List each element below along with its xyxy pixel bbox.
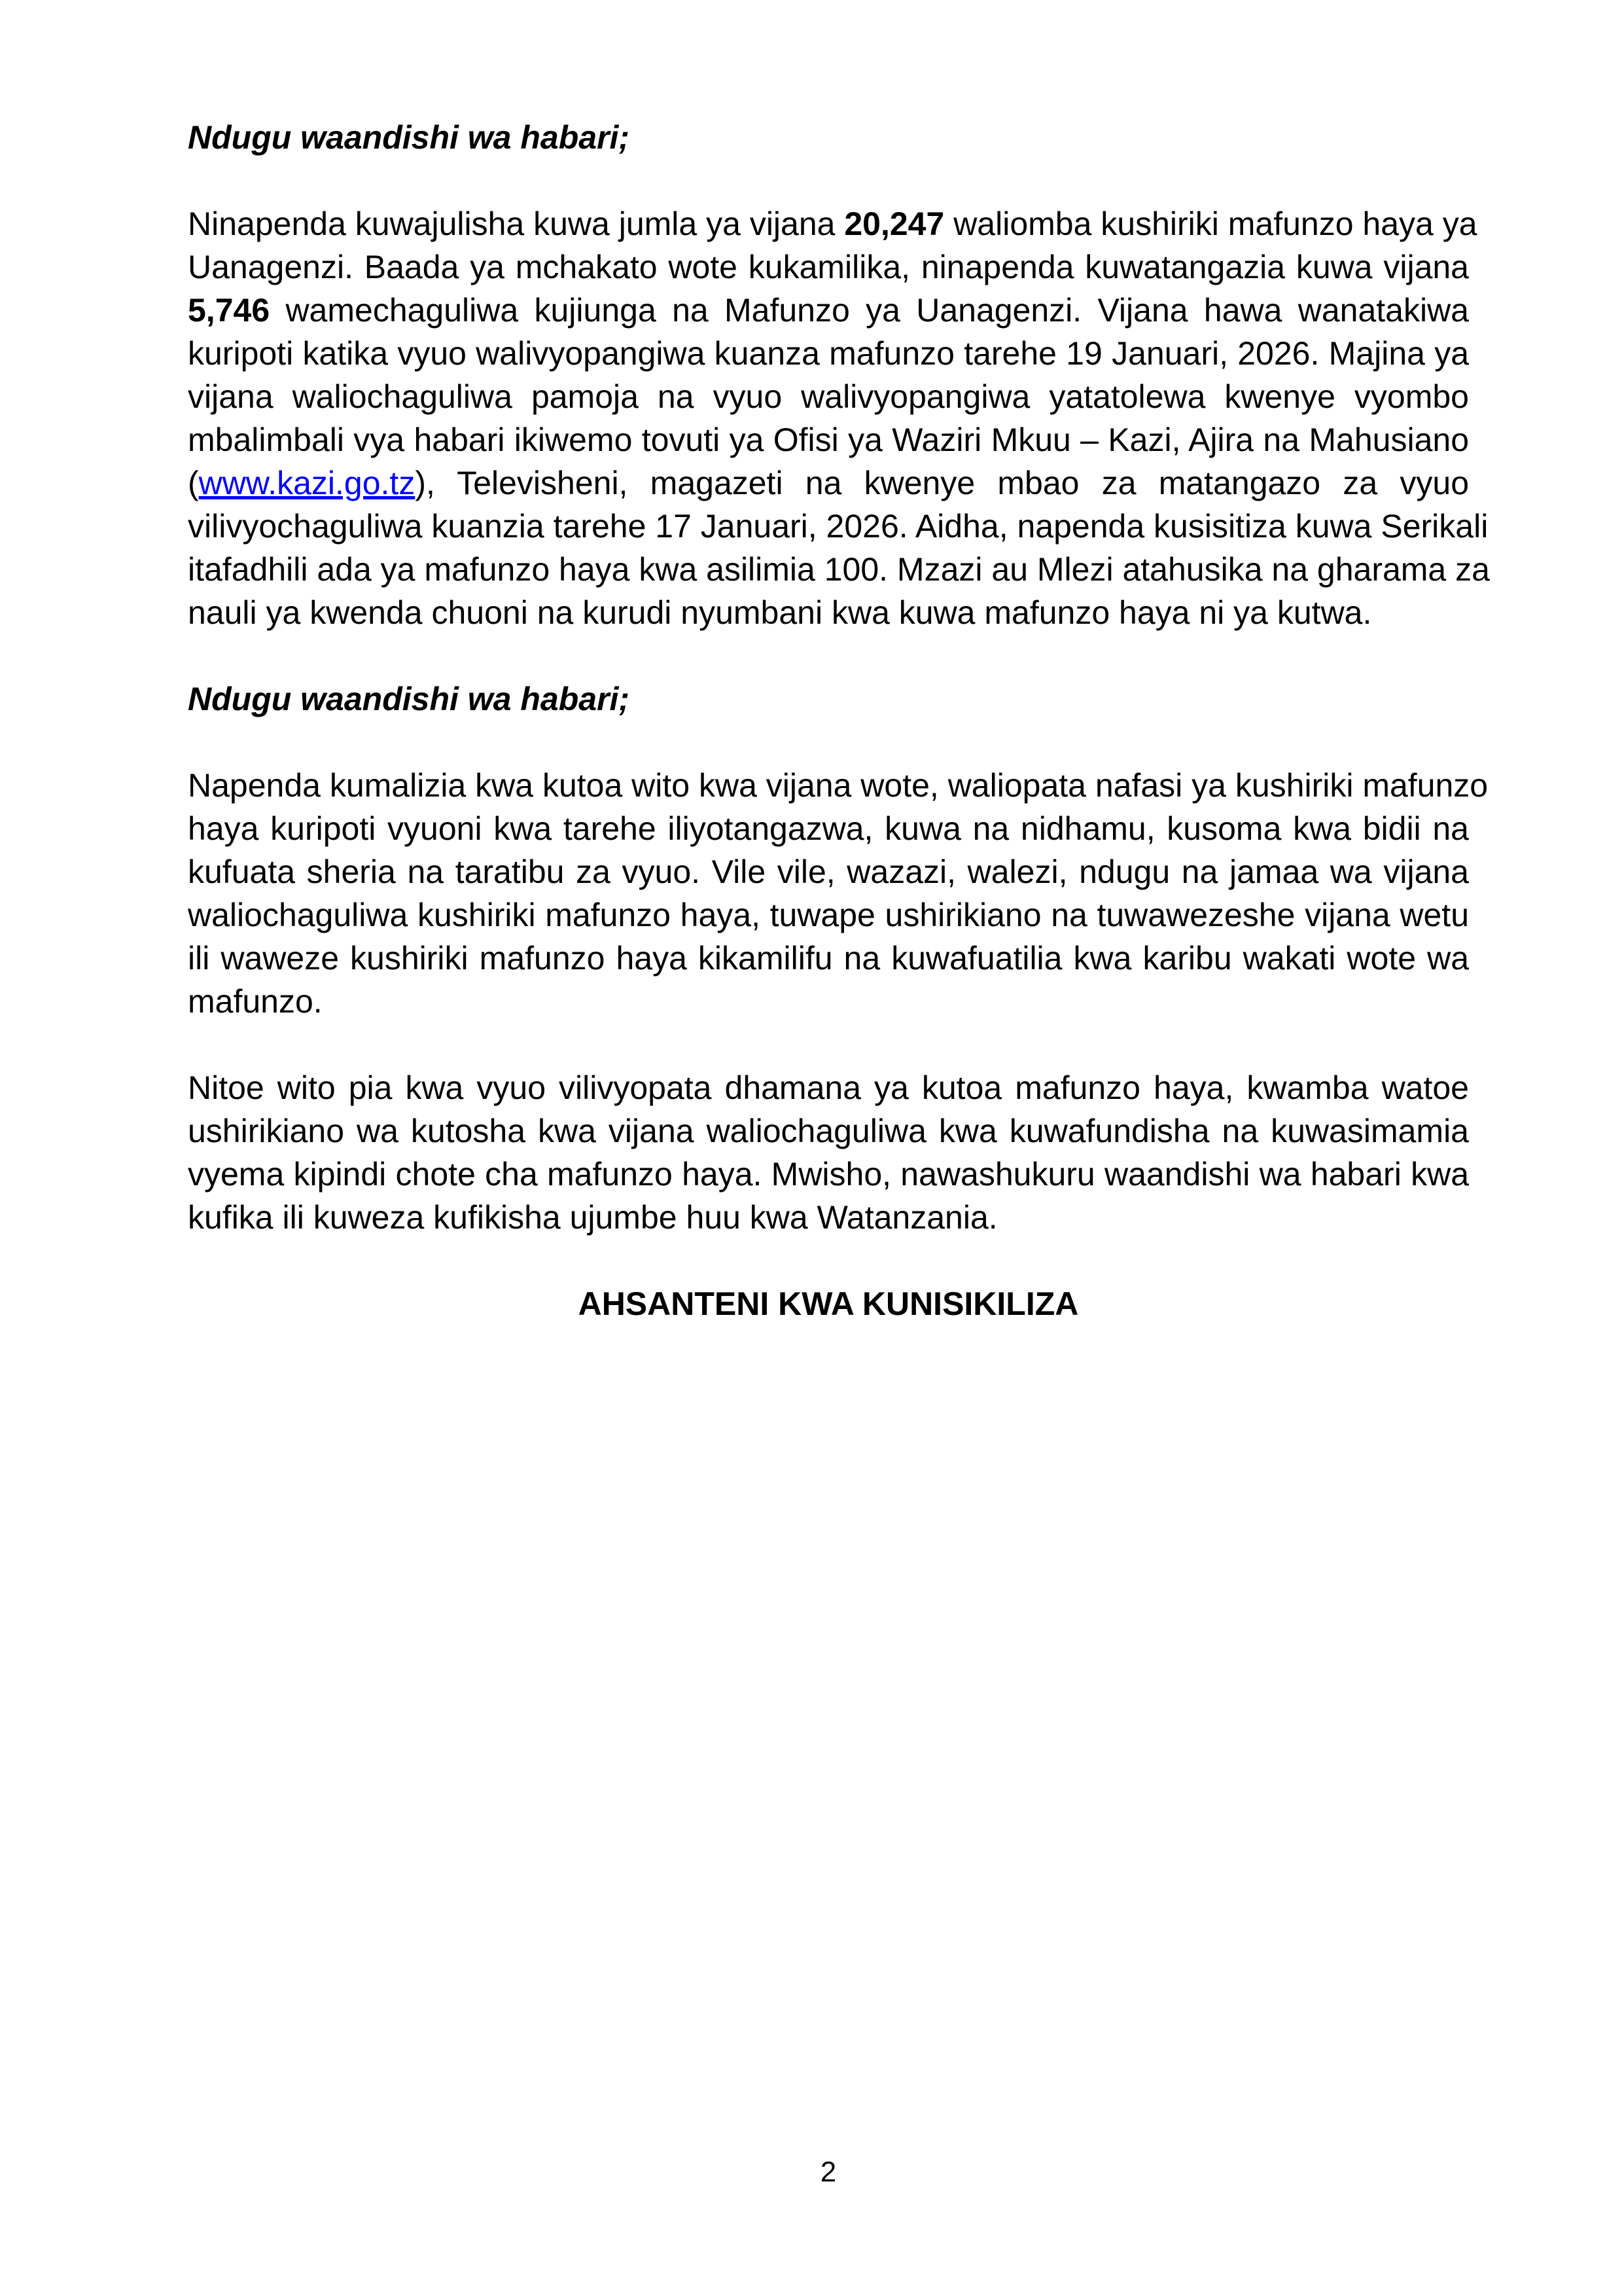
closing-statement: AHSANTENI KWA KUNISIKILIZA	[578, 1285, 1079, 1322]
website-link[interactable]: www.kazi.go.tz	[198, 465, 415, 501]
paragraph-3-line-2: ushirikiano wa kutosha kwa vijana waliochaguliwa kwa kuwafundisha na kuwasimamia	[188, 1113, 1469, 1149]
text-run: waliomba kushiriki mafunzo haya ya	[944, 206, 1477, 242]
text-run: (	[188, 465, 199, 501]
paragraph-1	[188, 202, 1490, 634]
salutation-heading-1: Ndugu waandishi wa habari;	[188, 119, 630, 156]
paragraph-1-line-7	[188, 461, 1469, 505]
paragraph-2	[188, 764, 1489, 1023]
applicant-count-bold: 20,247	[844, 206, 945, 242]
paragraph-2-line-3: kufuata sheria na taratibu za vyuo. Vile vile, wazazi, walezi, ndugu na jamaa wa vijana	[188, 853, 1469, 890]
page-number: 2	[820, 2156, 837, 2188]
paragraph-3-line-4: kufika ili kuweza kufikisha ujumbe huu kwa Watanzania.	[188, 1199, 998, 1236]
paragraph-1-line-1	[188, 202, 1477, 245]
selected-count-bold: 5,746	[188, 292, 270, 329]
paragraph-1-line-10: nauli ya kwenda chuoni na kurudi nyumbani kwa kuwa mafunzo haya ni ya kutwa.	[188, 594, 1372, 631]
paragraph-1-line-9: itafadhili ada ya mafunzo haya kwa asilimia 100. Mzazi au Mlezi atahusika na gharama za	[188, 551, 1490, 588]
text-run: ), Televisheni, magazeti na kwenye mbao za matangazo za vyuo	[415, 465, 1469, 501]
text-run: wamechaguliwa kujiunga na Mafunzo ya Uanagenzi. Vijana hawa wanatakiwa	[270, 292, 1469, 329]
paragraph-2-line-2: haya kuripoti vyuoni kwa tarehe iliyotangazwa, kuwa na nidhamu, kusoma kwa bidii na	[188, 810, 1469, 847]
salutation-heading-2: Ndugu waandishi wa habari;	[188, 681, 630, 717]
paragraph-2-line-4: waliochaguliwa kushiriki mafunzo haya, tuwape ushirikiano na tuwawezeshe vijana wetu	[188, 897, 1469, 933]
paragraph-1-line-2: Uanagenzi. Baada ya mchakato wote kukamilika, ninapenda kuwatangazia kuwa vijana	[188, 249, 1469, 285]
paragraph-1-line-4: kuripoti katika vyuo walivyopangiwa kuanza mafunzo tarehe 19 Januari, 2026. Majina ya	[188, 335, 1469, 372]
paragraph-2-line-6: mafunzo.	[188, 983, 323, 1020]
paragraph-3-line-1: Nitoe wito pia kwa vyuo vilivyopata dhamana ya kutoa mafunzo haya, kwamba watoe	[188, 1069, 1469, 1106]
paragraph-1-line-3	[188, 289, 1469, 332]
paragraph-1-line-6: mbalimbali vya habari ikiwemo tovuti ya Ofisi ya Waziri Mkuu – Kazi, Ajira na Mahusiano	[188, 422, 1469, 458]
document-body	[188, 116, 1490, 1325]
paragraph-1-line-5: vijana waliochaguliwa pamoja na vyuo walivyopangiwa yatatolewa kwenye vyombo	[188, 378, 1469, 415]
paragraph-3	[188, 1066, 1469, 1239]
paragraph-1-line-8: vilivyochaguliwa kuanzia tarehe 17 Januari, 2026. Aidha, napenda kusisitiza kuwa Serikali	[188, 508, 1489, 545]
paragraph-2-line-5: ili waweze kushiriki mafunzo haya kikamilifu na kuwafuatilia kwa karibu wakati wote wa	[188, 940, 1469, 977]
paragraph-2-line-1: Napenda kumalizia kwa kutoa wito kwa vijana wote, waliopata nafasi ya kushiriki mafunzo	[188, 767, 1489, 804]
text-run: Ninapenda kuwajulisha kuwa jumla ya vijana	[188, 206, 845, 242]
paragraph-3-line-3: vyema kipindi chote cha mafunzo haya. Mwisho, nawashukuru waandishi wa habari kwa	[188, 1156, 1469, 1193]
